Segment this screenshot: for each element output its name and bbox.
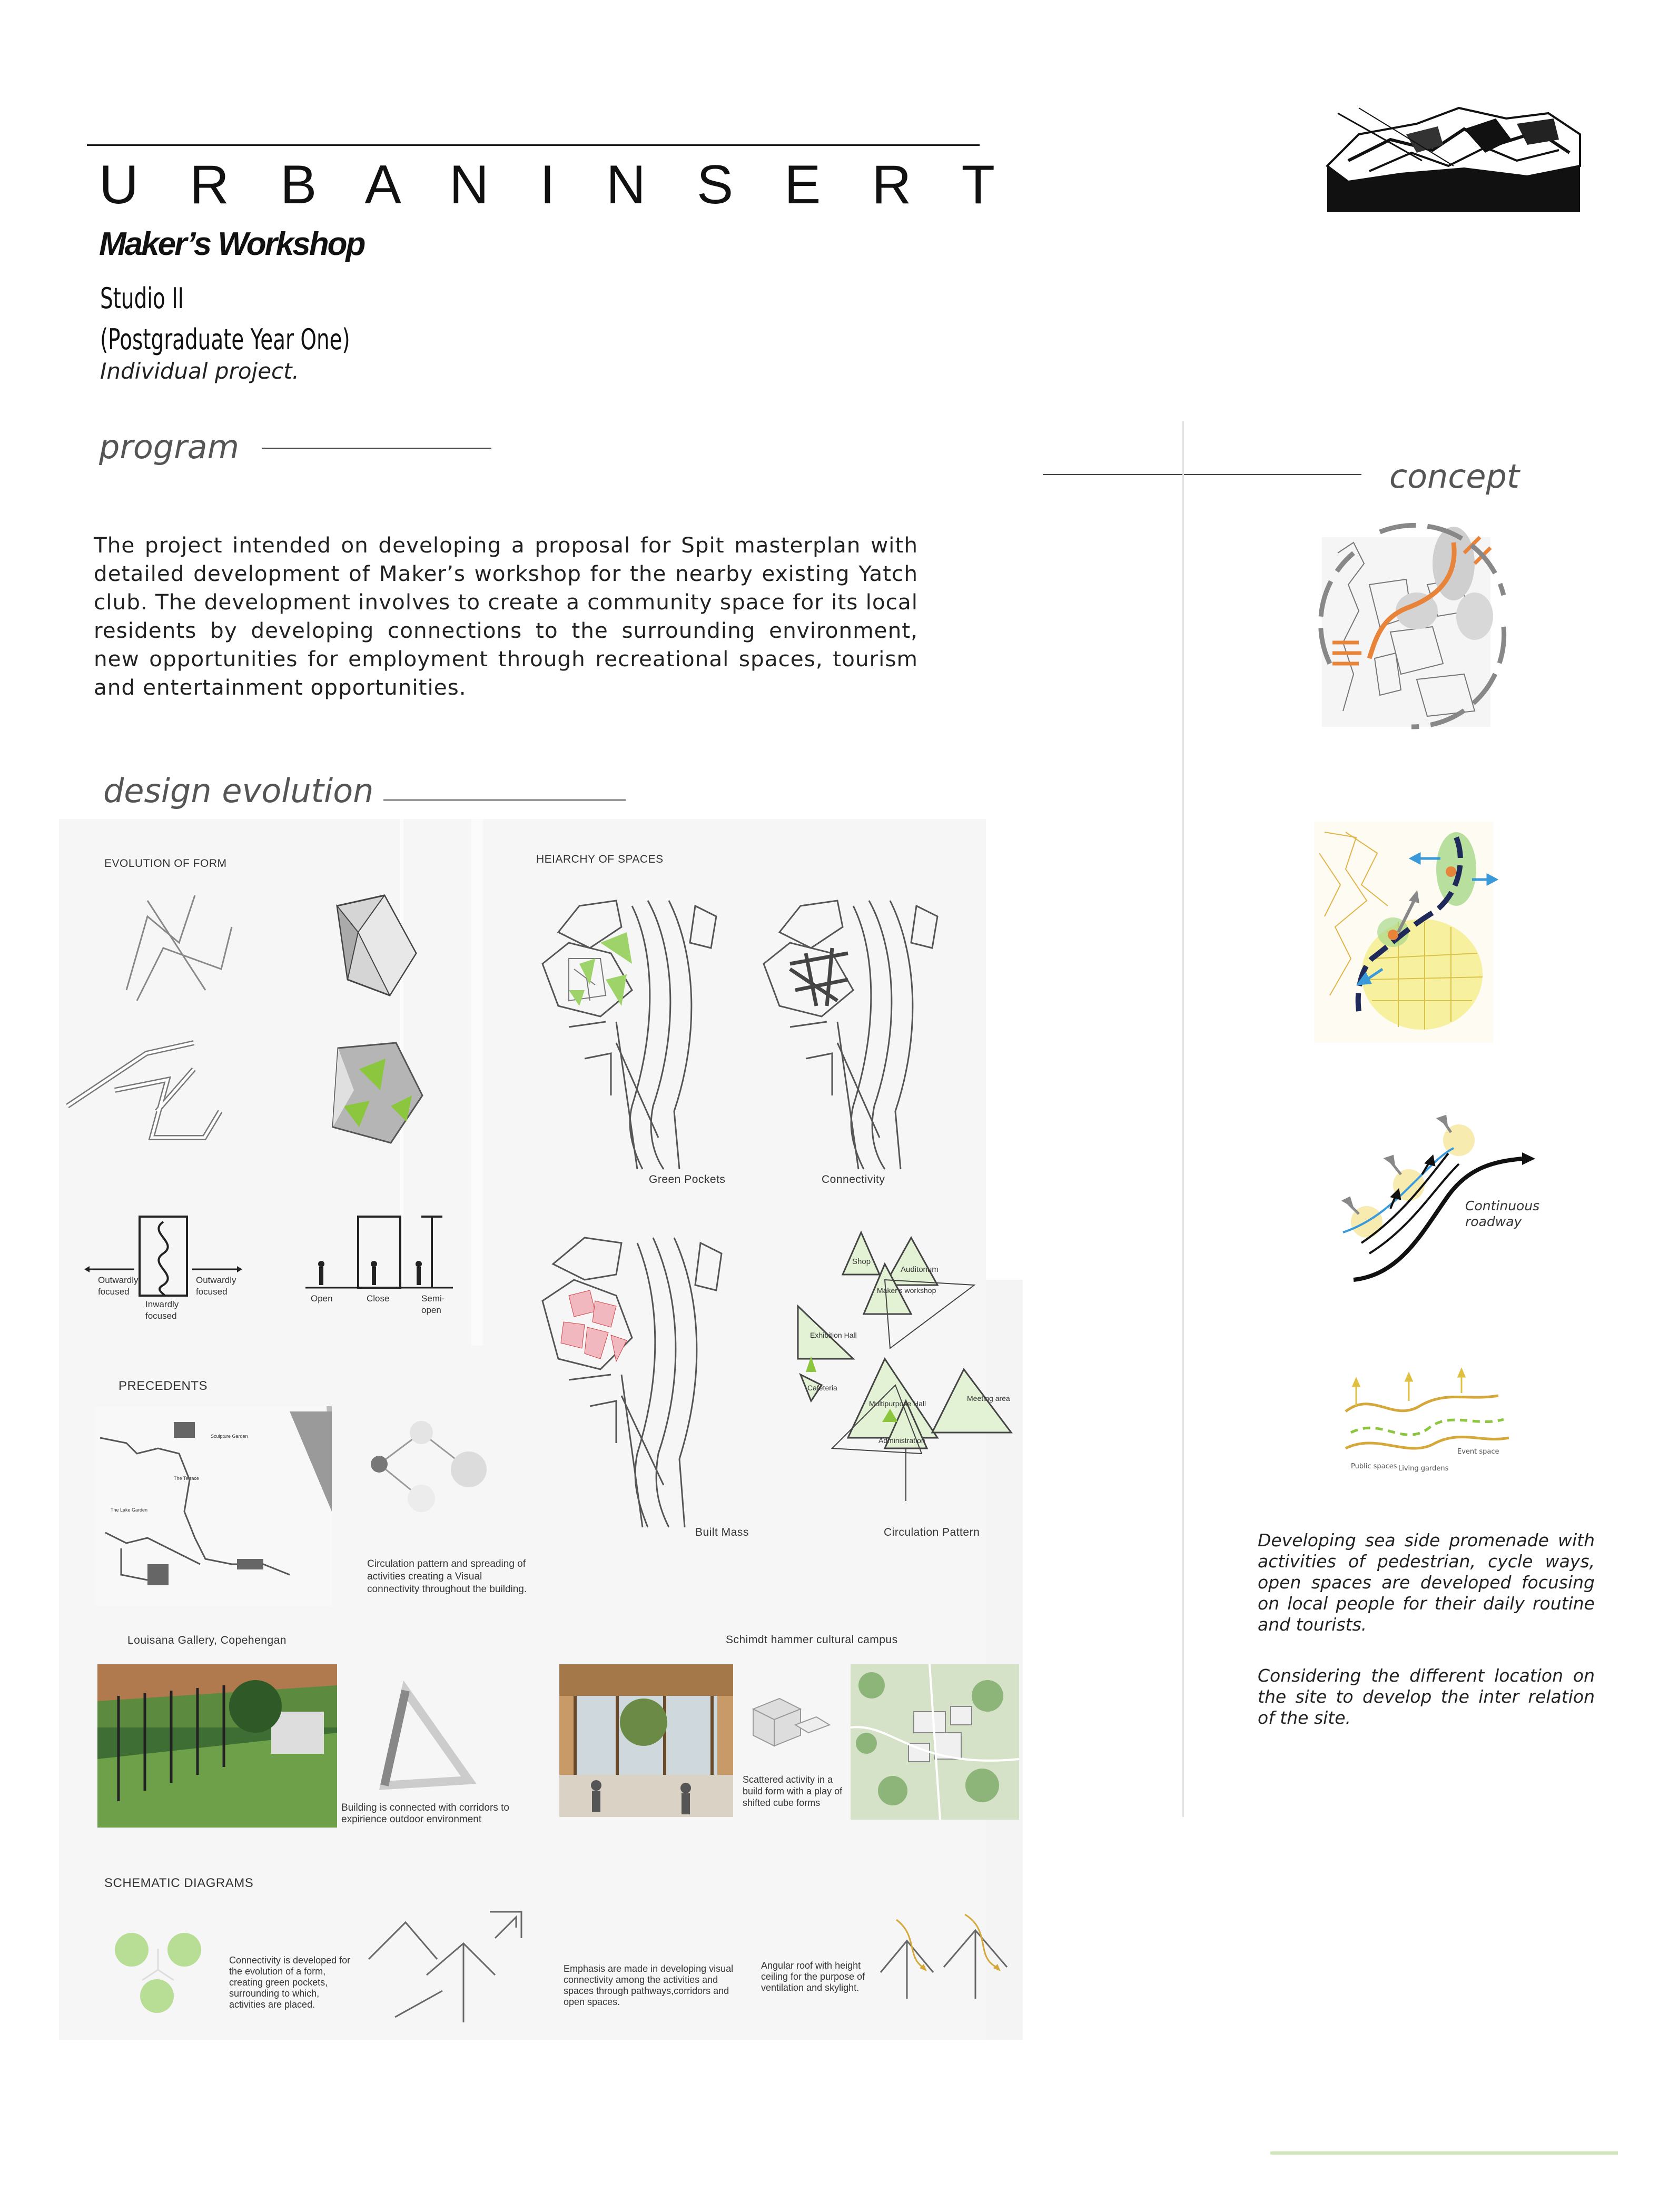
scattered-note: Scattered activity in a build form with a play of shifted cube forms (743, 1774, 843, 1808)
enclosure-diagram (300, 1211, 458, 1296)
model-sketch-image (1327, 103, 1580, 219)
concept-site-diagram-2 (1314, 822, 1504, 1043)
circulation-circles (363, 1417, 500, 1517)
schmidt-photo (559, 1664, 733, 1817)
page-subtitle: Maker’s Workshop (99, 226, 364, 262)
schmidt-label: Schimdt hammer cultural campus (726, 1634, 898, 1646)
built-mass-map (537, 1222, 737, 1527)
form-sketch-1 (116, 885, 242, 1011)
form-sketch-2 (327, 890, 421, 1011)
board-divider-2 (471, 819, 483, 1346)
concept-rule (1043, 474, 1361, 475)
bubble-multipurpose-hall: Multipurpose Hall (869, 1399, 926, 1408)
concept-activity-diagram (1340, 1369, 1514, 1475)
inwardly-label: Inwardly focused (145, 1299, 179, 1321)
connectivity-label: Connectivity (822, 1173, 885, 1186)
bubble-auditorium: Auditorium (901, 1265, 939, 1274)
louisiana-photo (97, 1664, 337, 1828)
continuous-roadway-label: Continuous roadway (1465, 1198, 1540, 1229)
project-type: Individual project. (100, 358, 299, 384)
concept-heading: concept (1389, 457, 1520, 496)
green-pockets-schematic (111, 1928, 205, 2017)
cube-sketch (743, 1693, 832, 1756)
angular-form-schematic (363, 1907, 532, 2028)
bubble-makers-workshop: Maker's workshop (877, 1286, 936, 1295)
studio-line-2: (Postgraduate Year One) (100, 323, 350, 356)
concept-text-2: Considering the different location on the site to develop the inter relation of the site. (1258, 1665, 1595, 1728)
header-rule (87, 144, 980, 146)
design-evolution-rule (383, 799, 626, 801)
public-spaces-label: Public spaces (1351, 1463, 1397, 1470)
roof-schematic (875, 1909, 1018, 2004)
living-gardens-label: Living gardens (1398, 1465, 1449, 1473)
svg-text:The Lake Garden: The Lake Garden (111, 1507, 148, 1513)
form-sketch-3 (62, 1038, 231, 1153)
bubble-cafeteria: Cafeteria (807, 1384, 837, 1392)
program-text: The project intended on developing a proposal for Spit masterplan with detailed development of Maker’s workshop for the nearby existing Yatch club. The development involves to create a community space for its local residents by developing connections to the surrounding environment, new opportunities for employment through recreational spaces, tourism and entertainment opportunities. (94, 532, 918, 700)
schematic-label: SCHEMATIC DIAGRAMS (104, 1876, 254, 1890)
event-space-label: Event space (1457, 1448, 1499, 1456)
green-pockets-label: Green Pockets (649, 1173, 726, 1186)
built-mass-label: Built Mass (695, 1526, 749, 1538)
circulation-pattern-label: Circulation Pattern (884, 1526, 980, 1538)
design-evolution-heading: design evolution (103, 772, 374, 810)
connectivity-map (758, 885, 948, 1169)
bubble-exhibition-hall: Exhibition Hall (810, 1331, 857, 1339)
form-sketch-4 (322, 1038, 428, 1148)
heirarchy-label: HEIARCHY OF SPACES (536, 853, 664, 865)
schematic-note-2: Emphasis are made in developing visual connectivity among the activities and spaces through pathways,corridors and open spaces. (564, 1963, 734, 2007)
schematic-note-1: Connectivity is developed for the evolution of a form, creating green pockets, surrounding to which, activities are placed. (229, 1955, 351, 2010)
svg-text:The Terrace: The Terrace (174, 1476, 199, 1481)
concept-text-1: Developing sea side promenade with activities of pedestrian, cycle ways, open spaces are developed focusing on local people for their daily routine and tourists. (1258, 1530, 1595, 1635)
program-heading: program (99, 428, 240, 466)
close-label: Close (367, 1293, 390, 1303)
page-title: U R B A N I N S E R T (99, 154, 1013, 215)
bubble-meeting-area: Meeting area (967, 1394, 1010, 1403)
outwardly-right-label: Outwardly focused (196, 1275, 236, 1297)
column-divider (1182, 421, 1184, 1817)
schematic-note-3: Angular roof with height ceiling for the purpose of ventilation and skylight. (761, 1960, 865, 1993)
program-rule (262, 448, 491, 449)
corridor-note: Building is connected with corridors to expirience outdoor environment (341, 1802, 509, 1825)
louisiana-label: Louisana Gallery, Copehengan (127, 1634, 287, 1646)
evolution-of-form-label: EVOLUTION OF FORM (104, 857, 227, 870)
precedents-label: PRECEDENTS (118, 1379, 208, 1393)
green-pockets-map (537, 885, 727, 1169)
triangle-diagram (369, 1680, 474, 1796)
louisiana-plan (95, 1406, 332, 1606)
studio-info (100, 278, 350, 360)
svg-text:Sculpture Garden: Sculpture Garden (211, 1434, 248, 1439)
bubble-shop: Shop (852, 1257, 871, 1266)
semi-open-label: Semi-open (421, 1293, 445, 1315)
circulation-note: Circulation pattern and spreading of activities creating a Visual connectivity throughout the building. (367, 1558, 527, 1595)
outwardly-left-label: Outwardly focused (98, 1275, 139, 1297)
studio-line-1: Studio II (100, 282, 184, 315)
concept-site-diagram-1 (1322, 521, 1512, 732)
circulation-pattern-diagram (790, 1227, 1032, 1543)
schmidt-site-plan (851, 1664, 1019, 1820)
open-label: Open (311, 1293, 333, 1303)
footer-accent-line (1270, 2151, 1618, 2155)
bubble-administration: Administration (878, 1436, 925, 1445)
